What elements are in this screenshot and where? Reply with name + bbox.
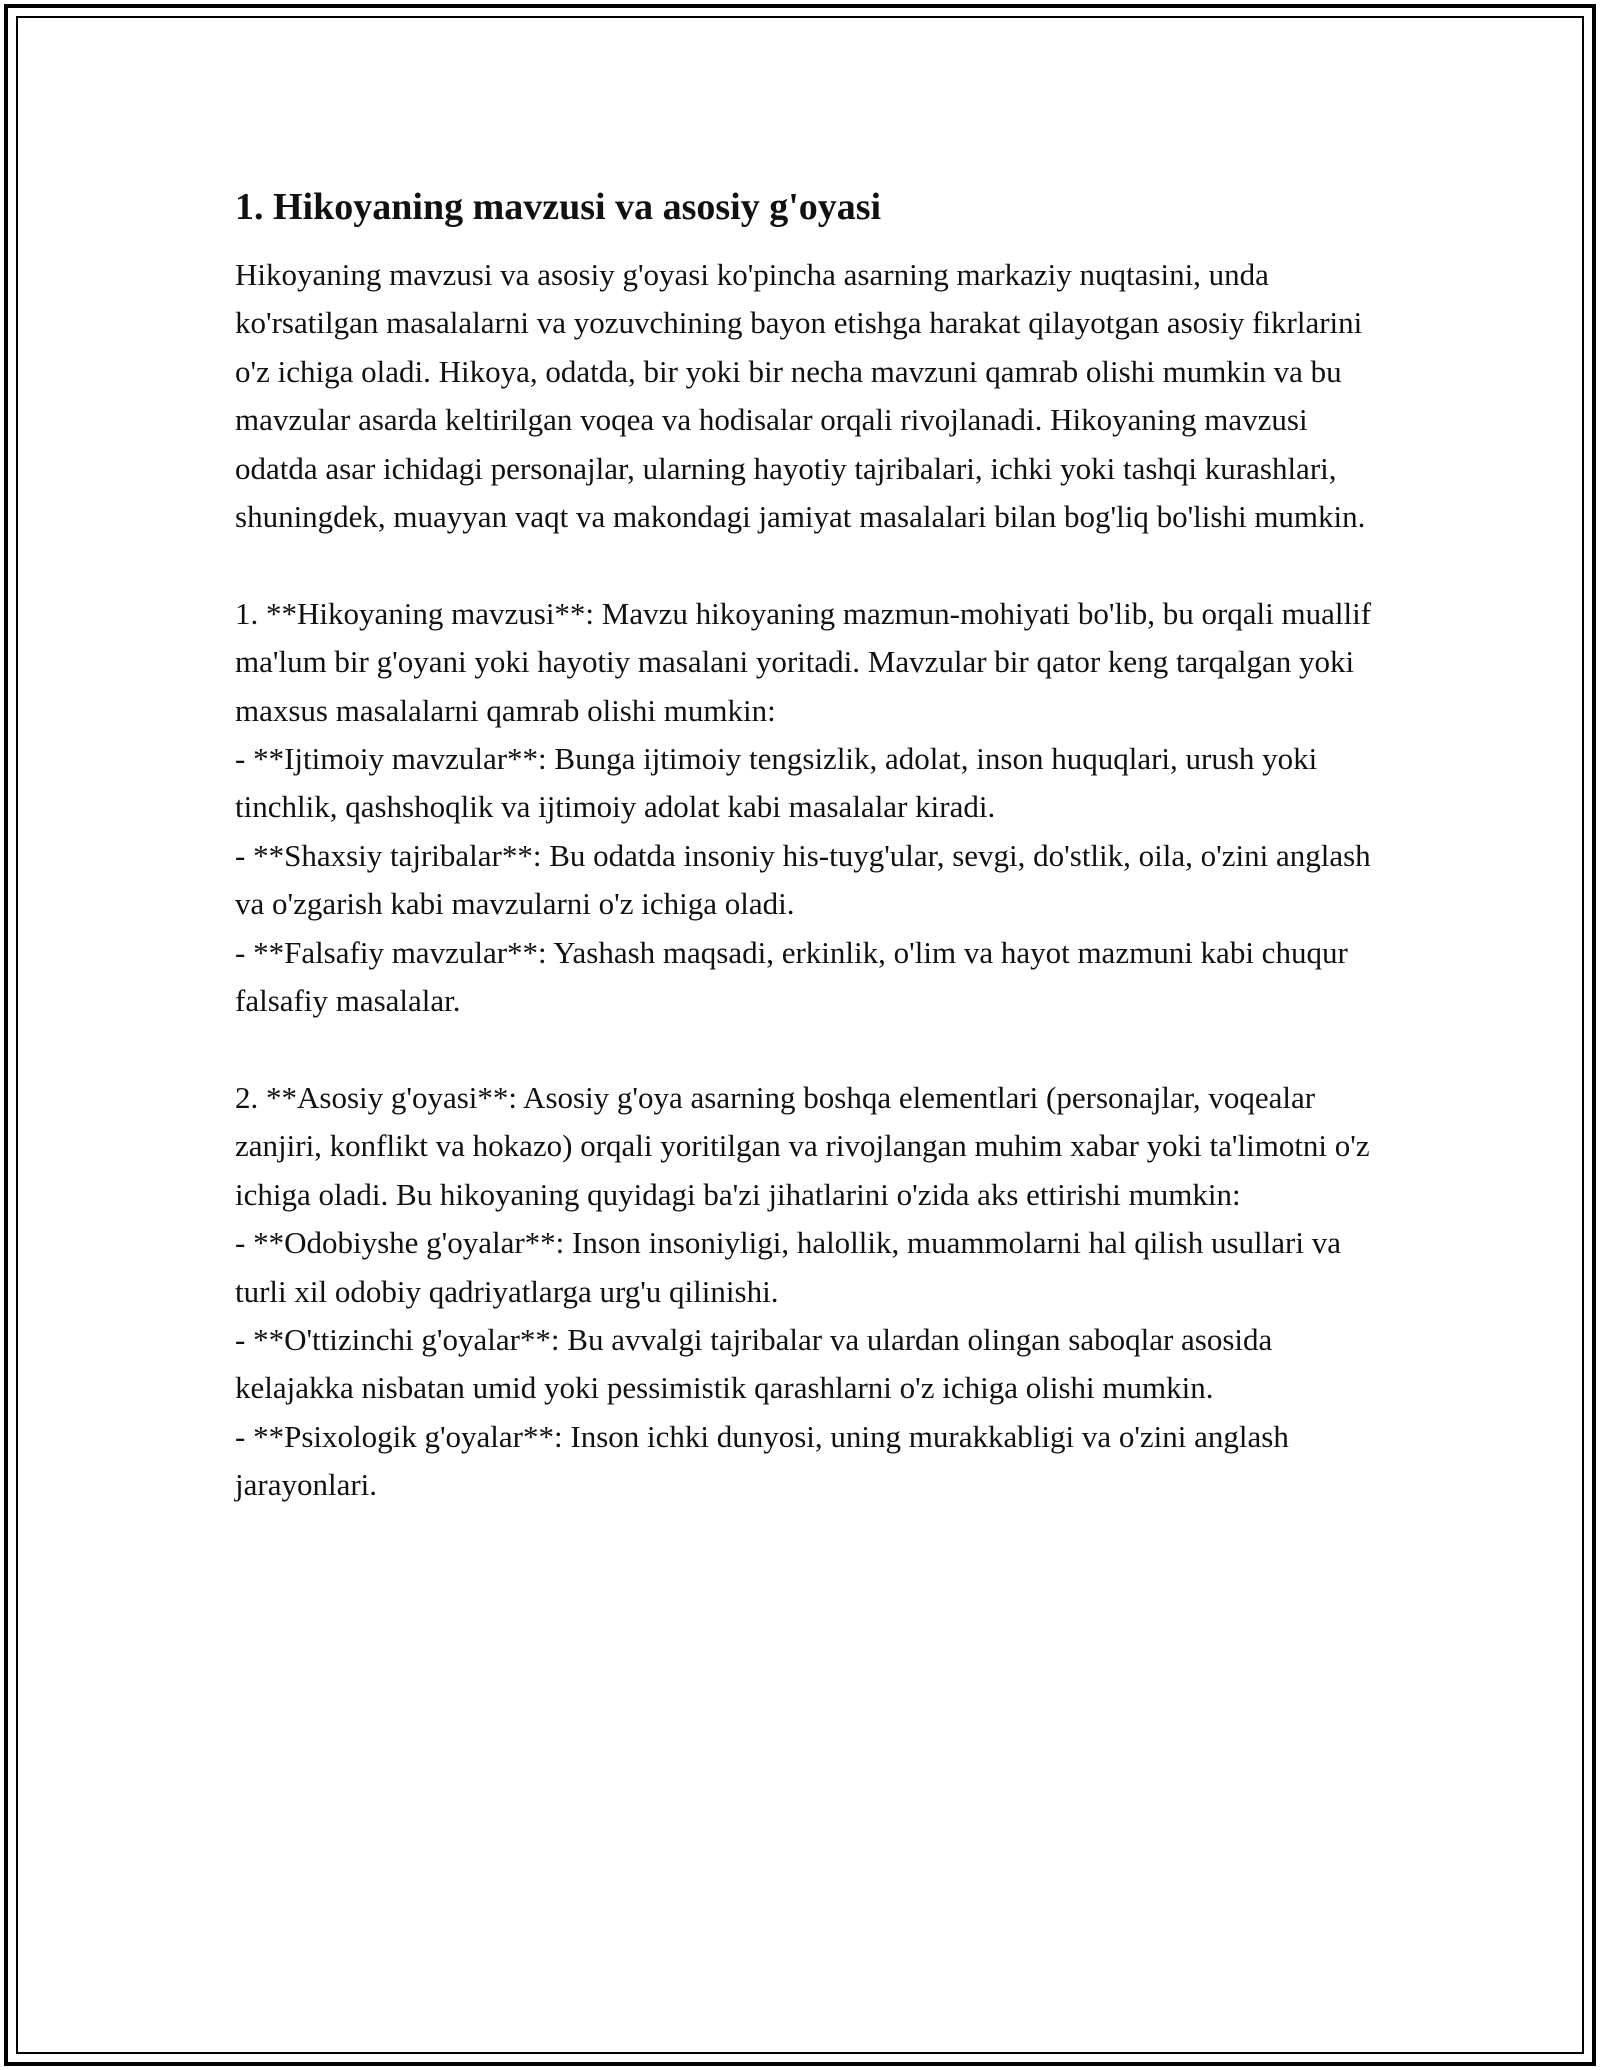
intro-paragraph: Hikoyaning mavzusi va asosiy g'oyasi ko'pincha asarning markaziy nuqtasini, unda ko'rsatilgan masalalarni va yozuvchining bayon etishga harakat qilayotgan asosiy fikrlarini o'z ichiga oladi. Hikoya, odatda, bir yoki bir necha mavzuni qamrab olishi mumkin va bu mavzular asarda keltirilgan voqea va hodisalar orqali rivojlanadi. Hikoyaning mavzusi odatda asar ichidagi personajlar, ularning hayotiy tajribalari, ichki yoki tashqi kurashlari, shuningdek, muayyan vaqt va makondagi jamiyat masalalari bilan bog'liq bo'lishi mumkin. xyxy=(235,257,1366,535)
document-title: 1. Hikoyaning mavzusi va asosiy g'oyasi xyxy=(235,186,882,228)
paragraph-spacer xyxy=(235,541,1375,589)
section2-item-future: - **O'ttizinchi g'oyalar**: Bu avvalgi tajribalar va ulardan olingan saboqlar asosida kelajakka nisbatan umid yoki pessimistik qarashlarni o'z ichiga olishi mumkin. xyxy=(235,1321,1273,1406)
section2-item-moral: - **Odobiyshe g'oyalar**: Inson insoniyligi, halollik, muammolarni hal qilish usullari va turli xil odobiy qadriyatlarga urg'u qilinishi. xyxy=(235,1225,1341,1309)
section1-item-philosophical: - **Falsafiy mavzular**: Yashash maqsadi, erkinlik, o'lim va hayot mazmuni kabi chuqur falsafiy masalalar. xyxy=(235,934,1348,1019)
section2-item-psychological: - **Psixologik g'oyalar**: Inson ichki dunyosi, uning murakkabligi va o'zini anglash jarayonlari. xyxy=(235,1418,1289,1503)
paragraph-spacer xyxy=(235,1025,1375,1073)
document-body xyxy=(235,183,1375,1510)
section2-lead: 2. **Asosiy g'oyasi**: Asosiy g'oya asarning boshqa elementlari (personajlar, voqealar zanjiri, konflikt va hokazo) orqali yoritilgan va rivojlangan muhim xabar yoki ta'limotni o'z ichiga oladi. Bu hikoyaning quyidagi ba'zi jihatlarini o'zida aks ettirishi mumkin: xyxy=(235,1079,1370,1212)
section1-item-personal: - **Shaxsiy tajribalar**: Bu odatda insoniy his-tuyg'ular, sevgi, do'stlik, oila, o'zini anglash va o'zgarish kabi mavzularni o'z ichiga oladi. xyxy=(235,837,1371,922)
section1-lead: 1. **Hikoyaning mavzusi**: Mavzu hikoyaning mazmun-mohiyati bo'lib, bu orqali muallif ma'lum bir g'oyani yoki hayotiy masalani yoritadi. Mavzular bir qator keng tarqalgan yoki maxsus masalalarni qamrab olishi mumkin: xyxy=(235,595,1372,728)
section1-item-social: - **Ijtimoiy mavzular**: Bunga ijtimoiy tengsizlik, adolat, inson huquqlari, urush yoki tinchlik, qashshoqlik va ijtimoiy adolat kabi masalalar kiradi. xyxy=(235,741,1318,825)
